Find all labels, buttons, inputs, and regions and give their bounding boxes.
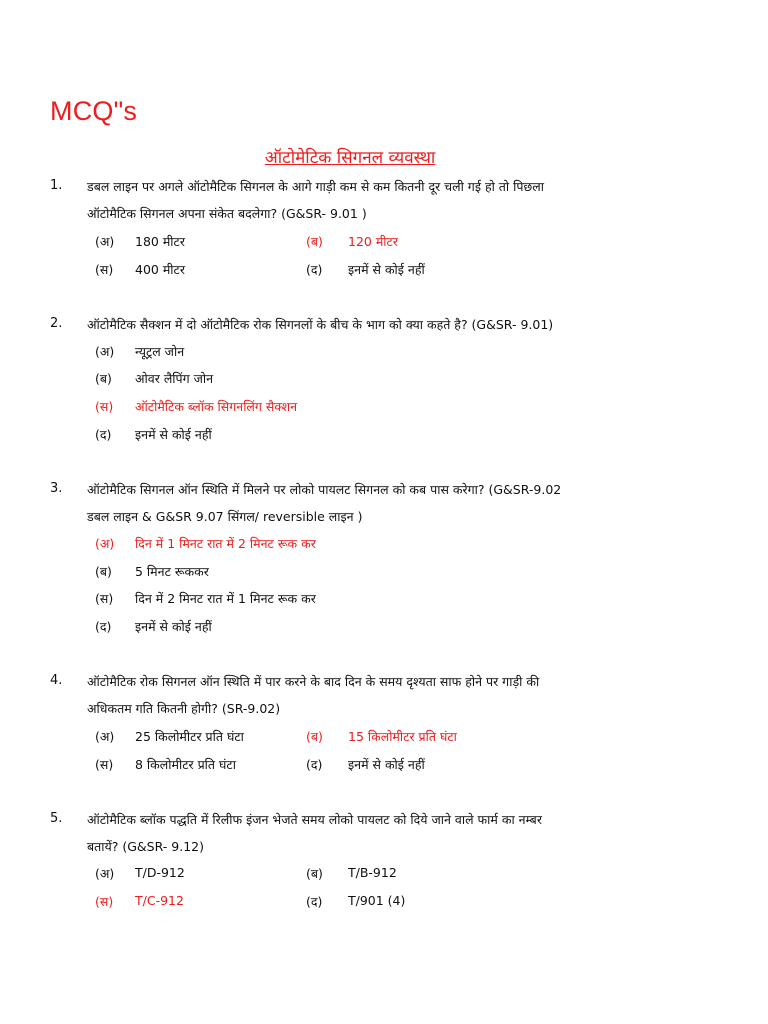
option-marker: (ब) bbox=[306, 234, 323, 249]
option-marker: (अ) bbox=[95, 344, 115, 359]
option-marker: (द) bbox=[306, 757, 323, 772]
option-text: 25 किलोमीटर प्रति घंटा bbox=[135, 729, 244, 744]
option-text: 180 मीटर bbox=[135, 234, 185, 249]
option-marker: (अ) bbox=[95, 234, 115, 249]
question-number: 1. bbox=[50, 178, 63, 193]
option-marker: (ब) bbox=[95, 371, 112, 386]
option-marker: (अ) bbox=[95, 866, 115, 881]
option-text: T/B-912 bbox=[348, 865, 397, 880]
question-number: 5. bbox=[50, 811, 63, 826]
option-text-correct: T/C-912 bbox=[135, 893, 184, 908]
question-text: अधिकतम गति कितनी होगी? (SR-9.02) bbox=[87, 701, 281, 716]
option-text: दिन में 2 मिनट रात में 1 मिनट रूक कर bbox=[135, 591, 316, 606]
question-text: बतायें? (G&SR- 9.12) bbox=[87, 839, 204, 854]
question-text: डबल लाइन & G&SR 9.07 सिंगल/ reversible लाइन ) bbox=[87, 509, 363, 524]
option-marker: (ब) bbox=[306, 729, 323, 744]
option-marker: (द) bbox=[306, 894, 323, 909]
question-number: 4. bbox=[50, 673, 63, 688]
option-text: 8 किलोमीटर प्रति घंटा bbox=[135, 757, 236, 772]
option-text: इनमें से कोई नहीं bbox=[135, 619, 212, 634]
option-text: T/901 (4) bbox=[348, 893, 406, 908]
option-text: इनमें से कोई नहीं bbox=[348, 262, 425, 277]
option-marker: (स) bbox=[95, 262, 114, 277]
option-text: 400 मीटर bbox=[135, 262, 185, 277]
option-marker: (द) bbox=[95, 619, 112, 634]
section-title: ऑटोमेटिक सिगनल व्यवस्था bbox=[264, 148, 436, 168]
question-text: ऑटोमैटिक सिगनल ऑन स्थिति में मिलने पर लोको पायलट सिगनल को कब पास करेगा? (G&SR-9.02 bbox=[87, 482, 562, 497]
option-text-correct: ऑटोमैटिक ब्लॉक सिगनलिंग सैक्शन bbox=[135, 399, 298, 414]
question-text: डबल लाइन पर अगले ऑटोमैटिक सिगनल के आगे गाड़ी कम से कम कितनी दूर चली गई हो तो पिछला bbox=[87, 179, 544, 194]
question-text: ऑटोमैटिक रोक सिगनल ऑन स्थिति में पार करने के बाद दिन के समय दृश्यता साफ होने पर गाड़ी की bbox=[87, 674, 540, 689]
question-text: ऑटोमैटिक ब्लॉक पद्धति में रिलीफ इंजन भेजते समय लोको पायलट को दिये जाने वाले फार्म का नम्बर bbox=[87, 812, 542, 827]
option-marker: (द) bbox=[95, 427, 112, 442]
option-marker: (स) bbox=[95, 591, 114, 606]
option-text-correct: दिन में 1 मिनट रात में 2 मिनट रूक कर bbox=[135, 536, 316, 551]
option-marker: (स) bbox=[95, 399, 114, 414]
option-marker: (ब) bbox=[306, 866, 323, 881]
question-number: 3. bbox=[50, 481, 63, 496]
option-text: T/D-912 bbox=[135, 865, 185, 880]
option-text-correct: 15 किलोमीटर प्रति घंटा bbox=[348, 729, 457, 744]
option-text: न्यूट्रल जोन bbox=[135, 344, 185, 359]
option-marker: (स) bbox=[95, 757, 114, 772]
option-marker: (स) bbox=[95, 894, 114, 909]
question-number: 2. bbox=[50, 316, 63, 331]
option-text: इनमें से कोई नहीं bbox=[135, 427, 212, 442]
option-marker: (अ) bbox=[95, 536, 115, 551]
question-text: ऑटोमैटिक सैक्शन में दो ऑटोमैटिक रोक सिगनलों के बीच के भाग को क्या कहते है? (G&SR- 9.01) bbox=[87, 317, 554, 332]
option-text-correct: 120 मीटर bbox=[348, 234, 398, 249]
option-marker: (ब) bbox=[95, 564, 112, 579]
question-text: ऑटोमैटिक सिगनल अपना संकेत बदलेगा? (G&SR- 9.01 ) bbox=[87, 206, 367, 221]
page-heading: MCQ"s bbox=[50, 96, 138, 126]
option-marker: (द) bbox=[306, 262, 323, 277]
option-text: इनमें से कोई नहीं bbox=[348, 757, 425, 772]
option-text: 5 मिनट रूककर bbox=[135, 564, 209, 579]
option-text: ओवर लैपिंग जोन bbox=[135, 371, 214, 386]
option-marker: (अ) bbox=[95, 729, 115, 744]
